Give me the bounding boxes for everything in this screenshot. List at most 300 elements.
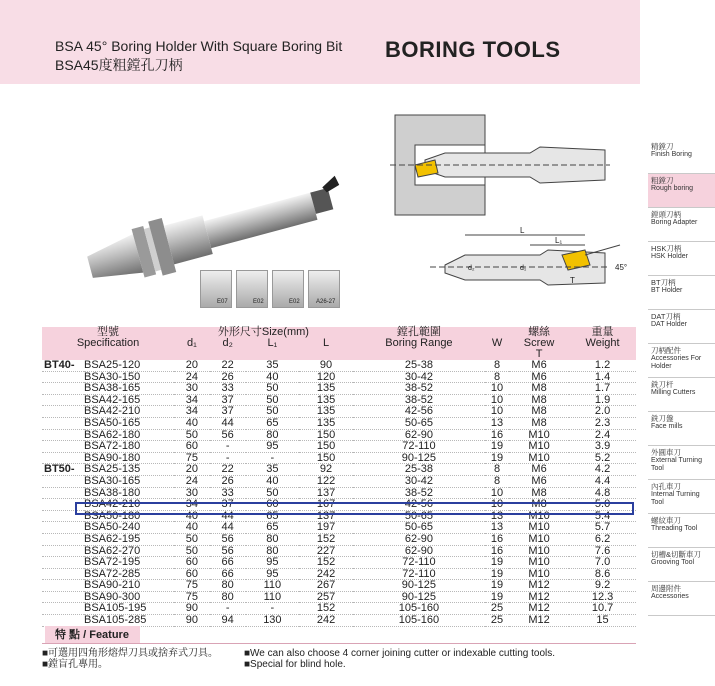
cell-w: 10 bbox=[485, 487, 509, 499]
table-header-row-2 bbox=[42, 338, 636, 349]
cell-w: 19 bbox=[485, 591, 509, 603]
col-range-en: Boring Range bbox=[353, 338, 485, 349]
cell-d2: - bbox=[210, 452, 246, 464]
cell-d2: 33 bbox=[210, 383, 246, 395]
cell-d1: 60 bbox=[174, 557, 210, 569]
cell-weight: 2.4 bbox=[569, 429, 636, 441]
sidebar-item-en: Grooving Tool bbox=[651, 559, 695, 566]
insert-icons bbox=[200, 270, 350, 312]
dim-L1: L₁ bbox=[555, 236, 563, 245]
sidebar-item-en: Face mills bbox=[651, 423, 683, 430]
cell-l1: 35 bbox=[246, 360, 300, 371]
cell-l1: 65 bbox=[246, 522, 300, 534]
cell-range: 50-65 bbox=[353, 510, 485, 522]
cell-spec: BSA105-285 bbox=[84, 615, 174, 627]
cell-w: 19 bbox=[485, 580, 509, 592]
col-screw-zh: 螺絲 bbox=[509, 327, 569, 338]
cell-weight: 1.4 bbox=[569, 371, 636, 383]
cell-t: M8 bbox=[509, 406, 569, 418]
feature-zh-2: ■鏜盲孔專用。 bbox=[42, 659, 109, 670]
cell-l1: 40 bbox=[246, 371, 300, 383]
cell-t: M8 bbox=[509, 394, 569, 406]
cell-l1: 80 bbox=[246, 545, 300, 557]
cell-l: 120 bbox=[299, 371, 353, 383]
table-row bbox=[42, 545, 636, 557]
feature-en-1: ■We can also choose 4 corner joining cutter or indexable cutting tools. bbox=[244, 648, 556, 659]
cell-l: 242 bbox=[299, 568, 353, 580]
cell-weight: 4.4 bbox=[569, 475, 636, 487]
cell-range: 30-42 bbox=[353, 475, 485, 487]
cell-l1: 50 bbox=[246, 383, 300, 395]
cell-grp bbox=[42, 580, 84, 592]
cell-range: 62-90 bbox=[353, 429, 485, 441]
cell-d1: 24 bbox=[174, 371, 210, 383]
cell-d2: 56 bbox=[210, 533, 246, 545]
cell-l1: 35 bbox=[246, 464, 300, 476]
cell-grp bbox=[42, 510, 84, 522]
cell-t: M12 bbox=[509, 615, 569, 627]
cell-l: 152 bbox=[299, 557, 353, 569]
cell-t: M10 bbox=[509, 441, 569, 453]
cell-l: 152 bbox=[299, 603, 353, 615]
cell-spec: BSA30-150 bbox=[84, 371, 174, 383]
cell-d2: 94 bbox=[210, 615, 246, 627]
cell-w: 8 bbox=[485, 360, 509, 371]
cell-spec: BSA105-195 bbox=[84, 603, 174, 615]
sidebar-item-zh: 粗鏜刀 bbox=[651, 176, 674, 185]
cell-weight: 5.2 bbox=[569, 452, 636, 464]
cell-weight: 2.3 bbox=[569, 417, 636, 429]
cell-d1: 40 bbox=[174, 417, 210, 429]
cell-range: 38-52 bbox=[353, 487, 485, 499]
cell-t: M10 bbox=[509, 533, 569, 545]
cell-d2: 33 bbox=[210, 487, 246, 499]
cell-weight: 15 bbox=[569, 615, 636, 627]
dim-d1: d₁ bbox=[520, 265, 527, 272]
cell-w: 19 bbox=[485, 557, 509, 569]
sidebar-item-zh: 周邊附件 bbox=[651, 584, 681, 593]
sidebar-item[interactable] bbox=[648, 514, 715, 548]
cell-spec: BSA25-120 bbox=[84, 360, 174, 371]
sidebar-item-en: Accessories For Holder bbox=[651, 355, 702, 370]
cell-grp: BT40- bbox=[42, 360, 84, 371]
cell-l: 135 bbox=[299, 394, 353, 406]
cell-range: 25-38 bbox=[353, 360, 485, 371]
cell-w: 16 bbox=[485, 533, 509, 545]
cell-spec: BSA62-180 bbox=[84, 429, 174, 441]
cell-d1: 90 bbox=[174, 603, 210, 615]
dim-d2: d₂ bbox=[468, 265, 475, 272]
cell-grp bbox=[42, 371, 84, 383]
sidebar-item[interactable] bbox=[648, 242, 715, 276]
cell-d2: 44 bbox=[210, 510, 246, 522]
feature-tab: 特 點 / Feature bbox=[45, 626, 140, 644]
sidebar-item-zh: 切槽&切斷車刀 bbox=[651, 550, 702, 559]
cell-d1: 34 bbox=[174, 499, 210, 511]
spec-table-body bbox=[42, 360, 636, 626]
dim-angle: 45° bbox=[615, 263, 628, 272]
sidebar-item[interactable] bbox=[648, 446, 715, 480]
table-row bbox=[42, 441, 636, 453]
cell-range: 38-52 bbox=[353, 383, 485, 395]
cell-l: 197 bbox=[299, 522, 353, 534]
cell-w: 8 bbox=[485, 475, 509, 487]
col-t: T bbox=[509, 349, 569, 360]
col-d2: d₂ bbox=[210, 338, 246, 349]
cell-range: 72-110 bbox=[353, 557, 485, 569]
cell-t: M6 bbox=[509, 360, 569, 371]
cell-d2: 66 bbox=[210, 557, 246, 569]
cell-grp bbox=[42, 452, 84, 464]
cell-l1: 60 bbox=[246, 499, 300, 511]
cell-t: M8 bbox=[509, 487, 569, 499]
cell-d1: 20 bbox=[174, 360, 210, 371]
cell-grp bbox=[42, 475, 84, 487]
table-row bbox=[42, 510, 636, 522]
cell-weight: 5.4 bbox=[569, 510, 636, 522]
cell-w: 25 bbox=[485, 615, 509, 627]
sidebar-item-en: Finish Boring bbox=[651, 151, 692, 158]
cell-l1: 65 bbox=[246, 510, 300, 522]
cell-range: 38-52 bbox=[353, 394, 485, 406]
cell-d1: 40 bbox=[174, 510, 210, 522]
col-weight-zh: 重量 bbox=[569, 327, 636, 338]
sidebar-item[interactable] bbox=[648, 412, 715, 446]
cell-weight: 7.0 bbox=[569, 557, 636, 569]
table-row bbox=[42, 429, 636, 441]
table-row bbox=[42, 371, 636, 383]
cell-weight: 6.2 bbox=[569, 533, 636, 545]
col-range-zh: 鏜孔範圍 bbox=[353, 327, 485, 338]
cell-weight: 8.6 bbox=[569, 568, 636, 580]
cell-l: 137 bbox=[299, 487, 353, 499]
sidebar-item[interactable] bbox=[648, 276, 715, 310]
cell-d2: 37 bbox=[210, 499, 246, 511]
cell-weight: 7.6 bbox=[569, 545, 636, 557]
cell-spec: BSA30-165 bbox=[84, 475, 174, 487]
sidebar-item-en: BT Holder bbox=[651, 287, 683, 294]
cell-l: 135 bbox=[299, 383, 353, 395]
cell-d1: 50 bbox=[174, 545, 210, 557]
cell-spec: BSA38-165 bbox=[84, 383, 174, 395]
cell-l1: 95 bbox=[246, 568, 300, 580]
cell-t: M12 bbox=[509, 591, 569, 603]
cell-spec: BSA90-210 bbox=[84, 580, 174, 592]
feature-en-2: ■Special for blind hole. bbox=[244, 659, 346, 670]
cell-d1: 60 bbox=[174, 441, 210, 453]
cell-l: 267 bbox=[299, 580, 353, 592]
sidebar-item[interactable] bbox=[648, 378, 715, 412]
cell-l: 90 bbox=[299, 360, 353, 371]
cell-range: 90-125 bbox=[353, 580, 485, 592]
cell-spec: BSA42-165 bbox=[84, 394, 174, 406]
table-row bbox=[42, 522, 636, 534]
cell-l: 167 bbox=[299, 499, 353, 511]
sidebar-item[interactable] bbox=[648, 344, 715, 378]
cell-weight: 10.7 bbox=[569, 603, 636, 615]
cell-d2: - bbox=[210, 441, 246, 453]
cell-l1: 50 bbox=[246, 394, 300, 406]
cell-grp bbox=[42, 533, 84, 545]
cell-l: 122 bbox=[299, 475, 353, 487]
cell-d1: 60 bbox=[174, 568, 210, 580]
cell-d2: 37 bbox=[210, 394, 246, 406]
cell-d2: 80 bbox=[210, 591, 246, 603]
cell-l: 152 bbox=[299, 533, 353, 545]
cell-w: 25 bbox=[485, 603, 509, 615]
cell-l1: 80 bbox=[246, 533, 300, 545]
cell-spec: BSA62-270 bbox=[84, 545, 174, 557]
cell-weight: 4.2 bbox=[569, 464, 636, 476]
cell-d2: 22 bbox=[210, 464, 246, 476]
technical-drawing bbox=[390, 105, 640, 315]
cell-d2: 56 bbox=[210, 545, 246, 557]
cell-range: 90-125 bbox=[353, 591, 485, 603]
table-row bbox=[42, 406, 636, 418]
table-row bbox=[42, 603, 636, 615]
category-sidebar bbox=[648, 140, 715, 616]
cell-range: 105-160 bbox=[353, 603, 485, 615]
sidebar-item-en: Rough boring bbox=[651, 185, 694, 192]
col-w: W bbox=[485, 338, 509, 349]
sidebar-item-zh: 內孔車刀 bbox=[651, 482, 681, 491]
cell-spec: BSA50-180 bbox=[84, 510, 174, 522]
cell-grp bbox=[42, 394, 84, 406]
sidebar-item-zh: 銑刀盤 bbox=[651, 414, 674, 423]
cell-w: 10 bbox=[485, 383, 509, 395]
sidebar-item[interactable] bbox=[648, 582, 715, 616]
insert-label: E07 bbox=[217, 299, 228, 305]
sidebar-item-en: Boring Adapter bbox=[651, 219, 698, 226]
table-row bbox=[42, 464, 636, 476]
cell-grp bbox=[42, 487, 84, 499]
cell-w: 19 bbox=[485, 441, 509, 453]
cell-grp bbox=[42, 499, 84, 511]
cell-grp bbox=[42, 441, 84, 453]
cell-w: 16 bbox=[485, 429, 509, 441]
cell-t: M10 bbox=[509, 568, 569, 580]
cell-d1: 40 bbox=[174, 522, 210, 534]
cell-d2: 44 bbox=[210, 522, 246, 534]
cell-d1: 20 bbox=[174, 464, 210, 476]
col-weight-en: Weight bbox=[569, 338, 636, 349]
cell-l1: 110 bbox=[246, 591, 300, 603]
sidebar-item-en: Milling Cutters bbox=[651, 389, 696, 396]
sidebar-item-en: Internal Turning Tool bbox=[651, 491, 700, 506]
cell-t: M10 bbox=[509, 557, 569, 569]
cell-t: M6 bbox=[509, 475, 569, 487]
cell-l1: 50 bbox=[246, 406, 300, 418]
cell-l: 227 bbox=[299, 545, 353, 557]
cell-range: 72-110 bbox=[353, 441, 485, 453]
cell-range: 25-38 bbox=[353, 464, 485, 476]
cell-grp bbox=[42, 557, 84, 569]
sidebar-item-zh: 螺紋車刀 bbox=[651, 516, 681, 525]
spec-table bbox=[42, 327, 636, 627]
sidebar-item[interactable] bbox=[648, 208, 715, 242]
sidebar-item-zh: 刀柄配件 bbox=[651, 346, 681, 355]
cell-grp bbox=[42, 417, 84, 429]
table-row bbox=[42, 591, 636, 603]
table-row bbox=[42, 568, 636, 580]
sidebar-item-en: Accessories bbox=[651, 593, 689, 600]
sidebar-item[interactable] bbox=[648, 140, 715, 174]
table-row bbox=[42, 394, 636, 406]
cell-grp bbox=[42, 429, 84, 441]
cell-weight: 5.7 bbox=[569, 522, 636, 534]
cell-spec: BSA25-135 bbox=[84, 464, 174, 476]
cell-range: 62-90 bbox=[353, 533, 485, 545]
sidebar-item-zh: DAT刀柄 bbox=[651, 312, 681, 321]
cell-weight: 2.0 bbox=[569, 406, 636, 418]
cell-l1: 130 bbox=[246, 615, 300, 627]
cell-spec: BSA90-180 bbox=[84, 452, 174, 464]
cell-w: 13 bbox=[485, 417, 509, 429]
cell-range: 50-65 bbox=[353, 522, 485, 534]
cell-weight: 9.2 bbox=[569, 580, 636, 592]
col-d1: d₁ bbox=[174, 338, 210, 349]
cell-d2: 26 bbox=[210, 475, 246, 487]
cell-weight: 4.8 bbox=[569, 487, 636, 499]
table-row bbox=[42, 615, 636, 627]
cell-spec: BSA42-210 bbox=[84, 499, 174, 511]
cell-weight: 12.3 bbox=[569, 591, 636, 603]
cell-d2: 80 bbox=[210, 580, 246, 592]
cell-w: 19 bbox=[485, 568, 509, 580]
table-row bbox=[42, 580, 636, 592]
cell-weight: 1.9 bbox=[569, 394, 636, 406]
feature-divider bbox=[42, 643, 636, 644]
cell-t: M12 bbox=[509, 603, 569, 615]
table-row bbox=[42, 417, 636, 429]
sidebar-item[interactable] bbox=[648, 548, 715, 582]
cell-l: 135 bbox=[299, 406, 353, 418]
cell-d1: 34 bbox=[174, 394, 210, 406]
cell-d2: 37 bbox=[210, 406, 246, 418]
cell-w: 10 bbox=[485, 499, 509, 511]
sidebar-item-zh: 精鏜刀 bbox=[651, 142, 674, 151]
table-row bbox=[42, 452, 636, 464]
cell-weight: 1.7 bbox=[569, 383, 636, 395]
title-english: BSA 45° Boring Holder With Square Boring Bit bbox=[55, 38, 343, 54]
cell-d1: 34 bbox=[174, 406, 210, 418]
cell-spec: BSA62-195 bbox=[84, 533, 174, 545]
cell-w: 19 bbox=[485, 452, 509, 464]
cell-d2: 22 bbox=[210, 360, 246, 371]
sidebar-item-zh: 外圓車刀 bbox=[651, 448, 681, 457]
table-row bbox=[42, 383, 636, 395]
cell-l1: 110 bbox=[246, 580, 300, 592]
col-spec-zh: 型號 bbox=[42, 327, 174, 338]
cell-d1: 90 bbox=[174, 615, 210, 627]
sidebar-item-zh: BT刀柄 bbox=[651, 278, 676, 287]
sidebar-item-zh: 鏜頭刀柄 bbox=[651, 210, 681, 219]
table-row bbox=[42, 557, 636, 569]
cell-l1: 40 bbox=[246, 475, 300, 487]
cell-l1: 65 bbox=[246, 417, 300, 429]
cell-d1: 75 bbox=[174, 580, 210, 592]
dim-L: L bbox=[520, 226, 525, 235]
cell-t: M10 bbox=[509, 452, 569, 464]
cell-range: 42-56 bbox=[353, 499, 485, 511]
cell-t: M8 bbox=[509, 383, 569, 395]
cell-l1: - bbox=[246, 452, 300, 464]
cell-w: 8 bbox=[485, 464, 509, 476]
cell-w: 10 bbox=[485, 406, 509, 418]
cell-spec: BSA50-240 bbox=[84, 522, 174, 534]
cell-l: 135 bbox=[299, 417, 353, 429]
sidebar-item-en: External Turning Tool bbox=[651, 457, 702, 472]
dim-T: T bbox=[570, 276, 575, 285]
cell-l: 150 bbox=[299, 441, 353, 453]
cell-l1: 50 bbox=[246, 487, 300, 499]
table-row bbox=[42, 533, 636, 545]
cell-range: 50-65 bbox=[353, 417, 485, 429]
title-chinese: BSA45度粗鏜孔刀柄 bbox=[55, 57, 183, 73]
cell-weight: 1.2 bbox=[569, 360, 636, 371]
cell-grp bbox=[42, 545, 84, 557]
cell-d2: - bbox=[210, 603, 246, 615]
cell-w: 8 bbox=[485, 371, 509, 383]
cell-d2: 44 bbox=[210, 417, 246, 429]
cell-grp bbox=[42, 615, 84, 627]
cell-l: 137 bbox=[299, 510, 353, 522]
cell-spec: BSA50-165 bbox=[84, 417, 174, 429]
cell-t: M6 bbox=[509, 464, 569, 476]
sidebar-item[interactable] bbox=[648, 480, 715, 514]
sidebar-item-en: HSK Holder bbox=[651, 253, 688, 260]
cell-w: 10 bbox=[485, 394, 509, 406]
cell-w: 13 bbox=[485, 522, 509, 534]
cell-l: 257 bbox=[299, 591, 353, 603]
col-screw-en: Screw bbox=[509, 338, 569, 349]
sidebar-item-zh: HSK刀柄 bbox=[651, 244, 682, 253]
sidebar-item-zh: 銑刀杆 bbox=[651, 380, 674, 389]
col-spec-en: Specification bbox=[42, 338, 174, 349]
header-band bbox=[0, 0, 640, 84]
col-l: L bbox=[299, 338, 353, 349]
cell-weight: 5.0 bbox=[569, 499, 636, 511]
cell-t: M10 bbox=[509, 522, 569, 534]
cell-d1: 75 bbox=[174, 452, 210, 464]
cell-l: 92 bbox=[299, 464, 353, 476]
table-row bbox=[42, 487, 636, 499]
cell-grp bbox=[42, 591, 84, 603]
cell-d1: 50 bbox=[174, 533, 210, 545]
sidebar-item-en: Threading Tool bbox=[651, 525, 698, 532]
cell-l: 150 bbox=[299, 452, 353, 464]
cell-spec: BSA72-285 bbox=[84, 568, 174, 580]
col-size-group: 外形尺寸Size(mm) bbox=[174, 327, 353, 338]
cell-w: 16 bbox=[485, 545, 509, 557]
cell-l1: - bbox=[246, 603, 300, 615]
cell-spec: BSA72-195 bbox=[84, 557, 174, 569]
cell-grp bbox=[42, 568, 84, 580]
cell-t: M8 bbox=[509, 499, 569, 511]
cell-t: M12 bbox=[509, 580, 569, 592]
table-row bbox=[42, 475, 636, 487]
cell-grp: BT50- bbox=[42, 464, 84, 476]
cell-range: 72-110 bbox=[353, 568, 485, 580]
cell-t: M10 bbox=[509, 510, 569, 522]
sidebar-item[interactable] bbox=[648, 310, 715, 344]
cell-d1: 50 bbox=[174, 429, 210, 441]
table-row bbox=[42, 499, 636, 511]
cell-grp bbox=[42, 383, 84, 395]
cell-l1: 95 bbox=[246, 557, 300, 569]
cell-range: 42-56 bbox=[353, 406, 485, 418]
sidebar-item[interactable] bbox=[648, 174, 715, 208]
